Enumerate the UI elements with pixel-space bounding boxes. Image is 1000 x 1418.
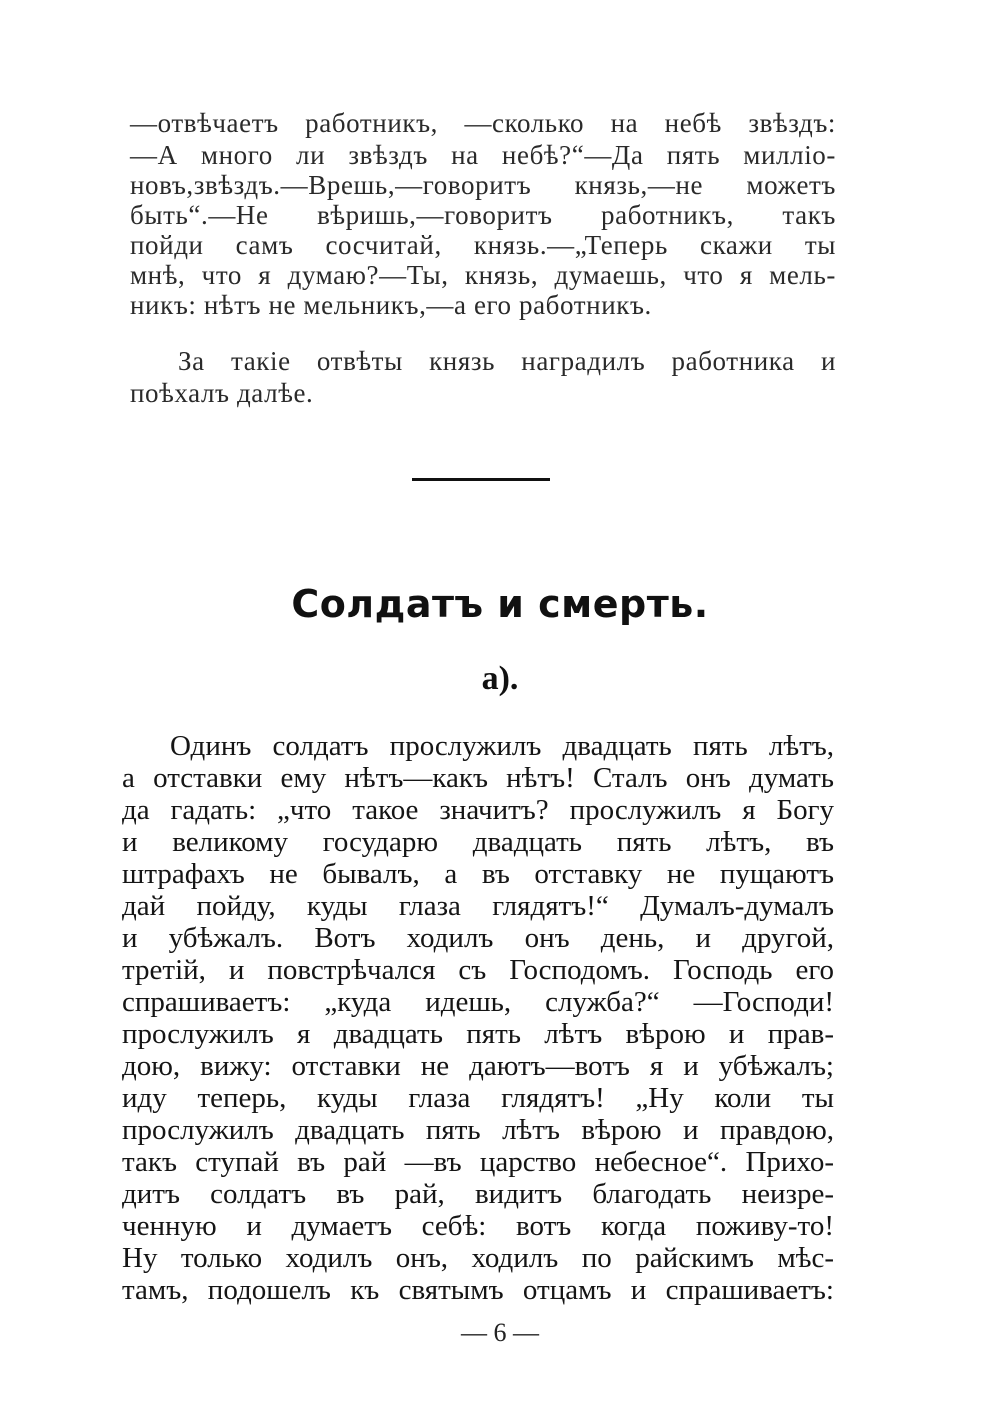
text-line: а отставки ему нѣтъ—какъ нѣтъ! Сталъ онъ думать: [122, 762, 834, 794]
page-number: — 6 —: [461, 1318, 539, 1347]
text-line: никъ: нѣтъ не мельникъ,—а его работникъ.: [130, 290, 652, 320]
text-line: тамъ, подошелъ къ святымъ отцамъ и спрашиваетъ:: [122, 1274, 834, 1306]
text-line: прослужилъ я двадцать пять лѣтъ вѣрою и прав-: [122, 1018, 834, 1050]
text-line: и убѣжалъ. Вотъ ходилъ онъ день, и другой,: [122, 922, 834, 954]
text-line: дою, вижу: отставки не даютъ—вотъ я и убѣжалъ;: [122, 1050, 834, 1082]
text-line: прослужилъ двадцать пять лѣтъ вѣрою и правдою,: [122, 1114, 834, 1146]
text-line: и великому государю двадцать пять лѣтъ, въ: [122, 826, 834, 858]
text-line: дитъ солдатъ въ рай, видитъ благодать неизре-: [122, 1178, 834, 1210]
text-line: быть“.—Не вѣришь,—говоритъ работникъ, такъ: [130, 200, 836, 230]
story-title: Солдатъ и смерть.: [291, 582, 709, 626]
text-line: поѣхалъ далѣе.: [130, 378, 314, 408]
text-line: —отвѣчаетъ работникъ, —сколько на небѣ звѣздъ:: [130, 108, 836, 138]
text-line: ченную и думаетъ себѣ: вотъ когда поживу-то!: [122, 1210, 834, 1242]
text-line: такъ ступай въ рай —въ царство небесное“. Прихо-: [122, 1146, 834, 1178]
text-line: дай пойду, куды глаза глядятъ!“ Думалъ-думалъ: [122, 890, 834, 922]
text-line: да гадать: „что такое значитъ? прослужилъ я Богу: [122, 794, 834, 826]
story-subtitle: а).: [481, 660, 519, 697]
text-line: мнѣ, что я думаю?—Ты, князь, думаешь, что я мель-: [130, 260, 836, 290]
text-line: третій, и повстрѣчался съ Господомъ. Господь его: [122, 954, 834, 986]
text-line: пойди самъ сосчитай, князь.—„Теперь скажи ты: [130, 230, 836, 260]
text-line: спрашиваетъ: „куда идешь, служба?“ —Господи!: [122, 986, 834, 1018]
text-line: —А много ли звѣздъ на небѣ?“—Да пять милліо-: [130, 140, 836, 170]
text-line: Одинъ солдатъ прослужилъ двадцать пять лѣтъ,: [170, 730, 834, 762]
text-line: новъ,звѣздъ.—Врешь,—говоритъ князь,—не можетъ: [130, 170, 836, 200]
text-line: Ну только ходилъ онъ, ходилъ по райскимъ мѣс-: [122, 1242, 834, 1274]
text-line: штрафахъ не бывалъ, а въ отставку не пущаютъ: [122, 858, 834, 890]
text-line: За такіе отвѣты князь наградилъ работника и: [178, 346, 836, 376]
text-line: иду теперь, куды глаза глядятъ! „Ну коли ты: [122, 1082, 834, 1114]
section-divider: [412, 478, 550, 481]
